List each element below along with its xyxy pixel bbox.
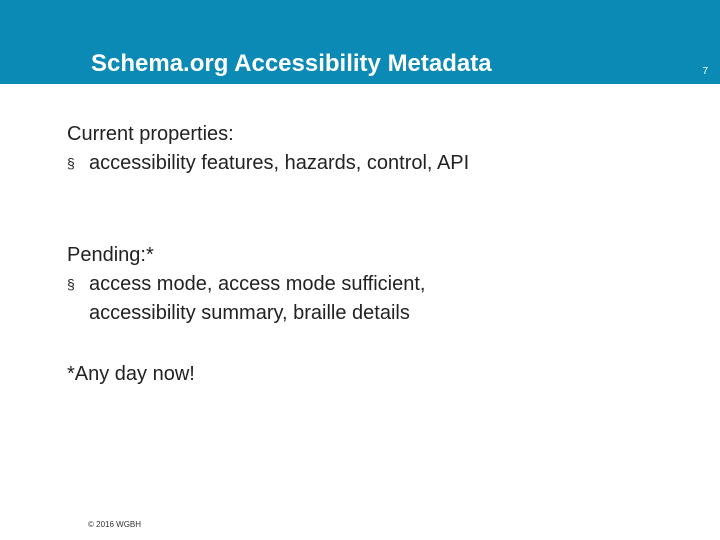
slide-number: 7 [702,66,708,77]
current-properties-heading: Current properties: [67,123,234,145]
pending-heading: Pending:* [67,244,154,266]
footer-copyright: © 2016 WGBH [88,520,142,529]
header-bar [0,0,720,84]
bullet-icon: § [67,155,75,171]
current-properties-text: accessibility features, hazards, control, API [89,152,470,174]
current-properties-block [67,120,469,178]
note-text: *Any day now! [67,363,195,385]
slide-title: Schema.org Accessibility Metadata [91,50,492,77]
note-block [67,360,195,389]
bullet-icon: § [67,276,75,292]
current-properties-item [67,149,469,178]
pending-text-line-2: accessibility summary, braille details [89,302,410,324]
pending-text-line-1: access mode, access mode sufficient, [89,273,426,295]
pending-item [67,270,425,328]
pending-block [67,241,425,328]
